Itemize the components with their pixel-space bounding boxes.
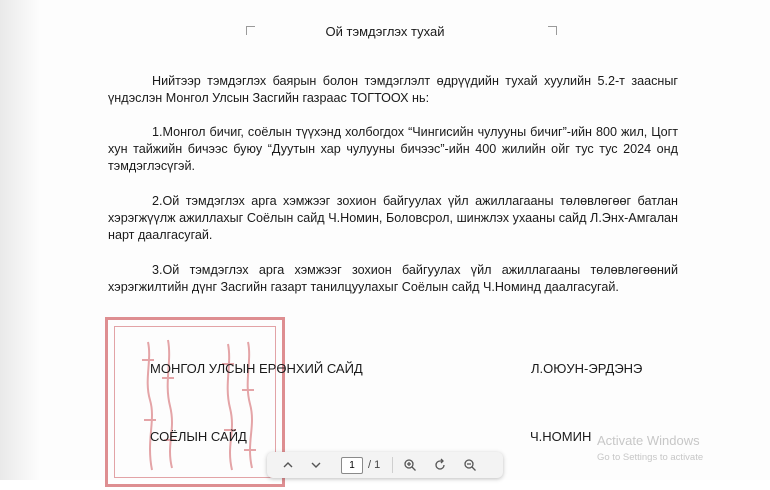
pdf-viewer-toolbar — [267, 452, 503, 478]
signature-position-culture-minister: СОЁЛЫН САЙД — [150, 429, 247, 444]
stamp-script-marks — [108, 320, 288, 490]
zoom-in-icon[interactable] — [399, 454, 421, 476]
zoom-out-icon[interactable] — [459, 454, 481, 476]
activate-windows-watermark — [597, 433, 703, 463]
watermark-line-2: Go to Settings to activate — [597, 452, 704, 463]
signature-position-prime-minister: МОНГОЛ УЛСЫН ЕРӨНХИЙ САЙД — [150, 361, 363, 376]
paragraph-1: 1.Монгол бичиг, соёлын түүхэнд холбогдох “Чингисийн чулууны бичиг”-ийн 800 жил, Цогт хун тайжийн бичээс буюу “Дуутын хар чулууны бичээс”-ийн 400 жилийн ойг тус тус 2024 онд тэмдэглэсүгэй. — [108, 125, 678, 173]
toolbar-divider — [392, 457, 393, 473]
chevron-down-icon[interactable] — [305, 454, 327, 476]
paragraph-3: 3.Ой тэмдэглэх арга хэмжээг зохион байгуулах үйл ажиллагааны төлөвлөгөөний хэрэгжилтийн дүнг Засгийн газарт танилцуулахыг Соёлын сайд Ч.Номинд даалгасугай. — [108, 263, 678, 294]
intro-paragraph: Нийтээр тэмдэглэх баярын болон тэмдэглэлт өдрүүдийн тухай хуулийн 5.2-т заасныг үндэслэн Монгол Улсын Засгийн газраас ТОГТООХ нь: — [108, 74, 678, 105]
chevron-up-icon[interactable] — [277, 454, 299, 476]
signature-name-prime-minister: Л.ОЮУН-ЭРДЭНЭ — [531, 361, 643, 376]
page-edge-shadow — [0, 0, 40, 480]
page-number-input[interactable] — [341, 457, 363, 474]
rotate-icon[interactable] — [429, 454, 451, 476]
page-total-label: / 1 — [368, 459, 381, 471]
paragraph-2: 2.Ой тэмдэглэх арга хэмжээг зохион байгуулах үйл ажиллагааны төлөвлөгөөг батлан хэрэгжүүлж ажиллахыг Соёлын сайд Ч.Номин, Боловсрол, шинжлэх ухааны сайд Л.Энх-Амгалан нарт даалгасугай. — [108, 194, 678, 242]
document-title: Ой тэмдэглэх тухай — [325, 24, 445, 39]
official-stamp — [105, 317, 285, 487]
watermark-line-1: Activate Windows — [597, 433, 700, 448]
signature-name-culture-minister: Ч.НОМИН — [530, 429, 592, 444]
